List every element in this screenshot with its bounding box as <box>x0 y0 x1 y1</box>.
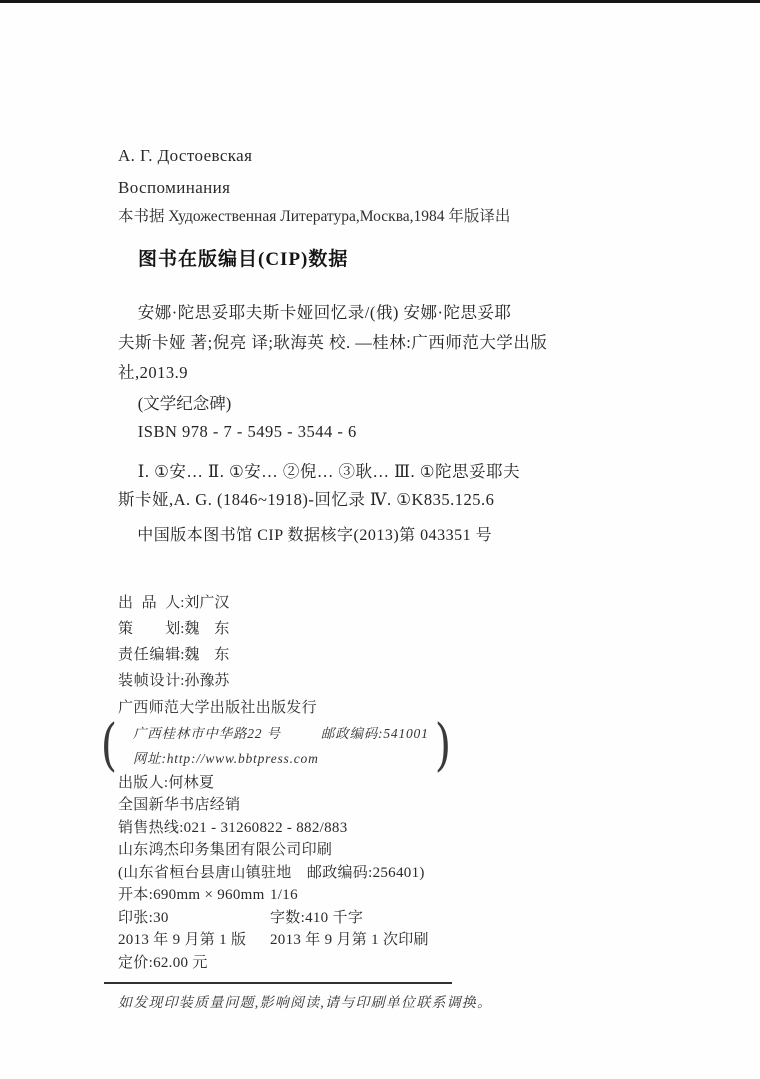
publisher-address-group <box>98 712 700 778</box>
publisher-imprint: 广西师范大学出版社出版发行 <box>118 700 317 716</box>
cip-heading: 图书在版编目(CIP)数据 <box>138 249 349 270</box>
cip-entry <box>118 298 700 388</box>
cip-entry-line-2: 夫斯卡娅 著;倪亮 译;耿海英 校. —桂林:广西师范大学出版 <box>118 333 548 352</box>
colon-separator: : <box>180 647 185 663</box>
staff-value: 魏 东 <box>184 647 230 663</box>
colon-separator: : <box>180 595 185 611</box>
staff-value: 刘广汉 <box>184 595 230 611</box>
isbn: ISBN 978 - 7 - 5495 - 3544 - 6 <box>137 422 357 441</box>
right-parenthesis: ) <box>434 712 451 778</box>
divider-rule <box>104 982 452 984</box>
colon-separator: : <box>180 621 185 637</box>
street-address: 广西桂林市中华路22 号 <box>132 725 281 741</box>
classification-line-1: Ⅰ. ①安… Ⅱ. ①安… ②倪… ③耿… Ⅲ. ①陀思妥耶夫 <box>137 462 521 481</box>
cip-entry-line-1: 安娜·陀思妥耶夫斯卡娅回忆录/(俄) 安娜·陀思妥耶 <box>137 303 512 322</box>
series-title: (文学纪念碑) <box>137 394 232 413</box>
book-format: 开本:690mm × 960mm <box>118 887 265 903</box>
classification-line-2: 斯卡娅,A. G. (1846~1918)-回忆录 Ⅳ. ①K835.125.6 <box>118 490 495 509</box>
sales-hotline: 销售热线:021 - 31260822 - 882/883 <box>118 819 348 836</box>
quality-note: 如发现印装质量问题,影响阅读,请与印刷单位联系调换。 <box>118 996 493 1011</box>
colon-separator: : <box>180 673 185 689</box>
staff-label: 出品人 <box>118 595 181 611</box>
printed-sheets: 印张:30 <box>118 909 169 926</box>
translation-source-note: 本书据 Художественная Литература,Москва,1984 年版译出 <box>118 208 511 225</box>
word-count: 字数:410 千字 <box>270 909 364 926</box>
staff-row-editor <box>118 642 700 668</box>
staff-label: 装帧设计 <box>118 673 181 689</box>
printing-info: 2013 年 9 月第 1 次印刷 <box>270 932 429 948</box>
postal-code: 邮政编码:541001 <box>320 725 429 741</box>
printer-name: 山东鸿杰印务集团有限公司印刷 <box>118 842 333 858</box>
staff-row-planner <box>118 616 700 642</box>
staff-value: 孙豫苏 <box>184 673 230 689</box>
website-line: 网址:http://www.bbtpress.com <box>132 750 319 766</box>
page-content <box>0 3 760 1012</box>
cip-classification <box>118 458 700 514</box>
staff-label: 策划 <box>118 621 181 637</box>
address-line <box>133 726 429 741</box>
staff-row-producer <box>118 590 700 616</box>
edition-row <box>118 929 700 952</box>
staff-row-designer <box>118 668 700 694</box>
original-title-russian: Воспоминания <box>118 178 231 197</box>
cip-entry-line-3: 社,2013.9 <box>118 363 188 382</box>
edition-info: 2013 年 9 月第 1 版 <box>118 932 247 948</box>
cip-record-number: 中国版本图书馆 CIP 数据核字(2013)第 043351 号 <box>137 527 493 544</box>
publisher-person: 出版人:何林夏 <box>118 774 215 791</box>
format-row <box>118 884 700 907</box>
left-parenthesis: ( <box>100 712 118 778</box>
format-fraction: 1/16 <box>270 887 298 903</box>
price: 定价:62.00 元 <box>118 954 208 971</box>
distribution-note: 全国新华书店经销 <box>118 797 241 813</box>
staff-credits <box>118 590 700 694</box>
staff-value: 魏 东 <box>184 621 230 637</box>
address-lines <box>120 721 432 771</box>
original-author-russian: А. Г. Достоевская <box>118 146 253 165</box>
sheets-row <box>118 907 700 930</box>
staff-label: 责任编辑 <box>118 647 181 663</box>
printer-address: (山东省桓台县唐山镇驻地 邮政编码:256401) <box>118 864 425 881</box>
